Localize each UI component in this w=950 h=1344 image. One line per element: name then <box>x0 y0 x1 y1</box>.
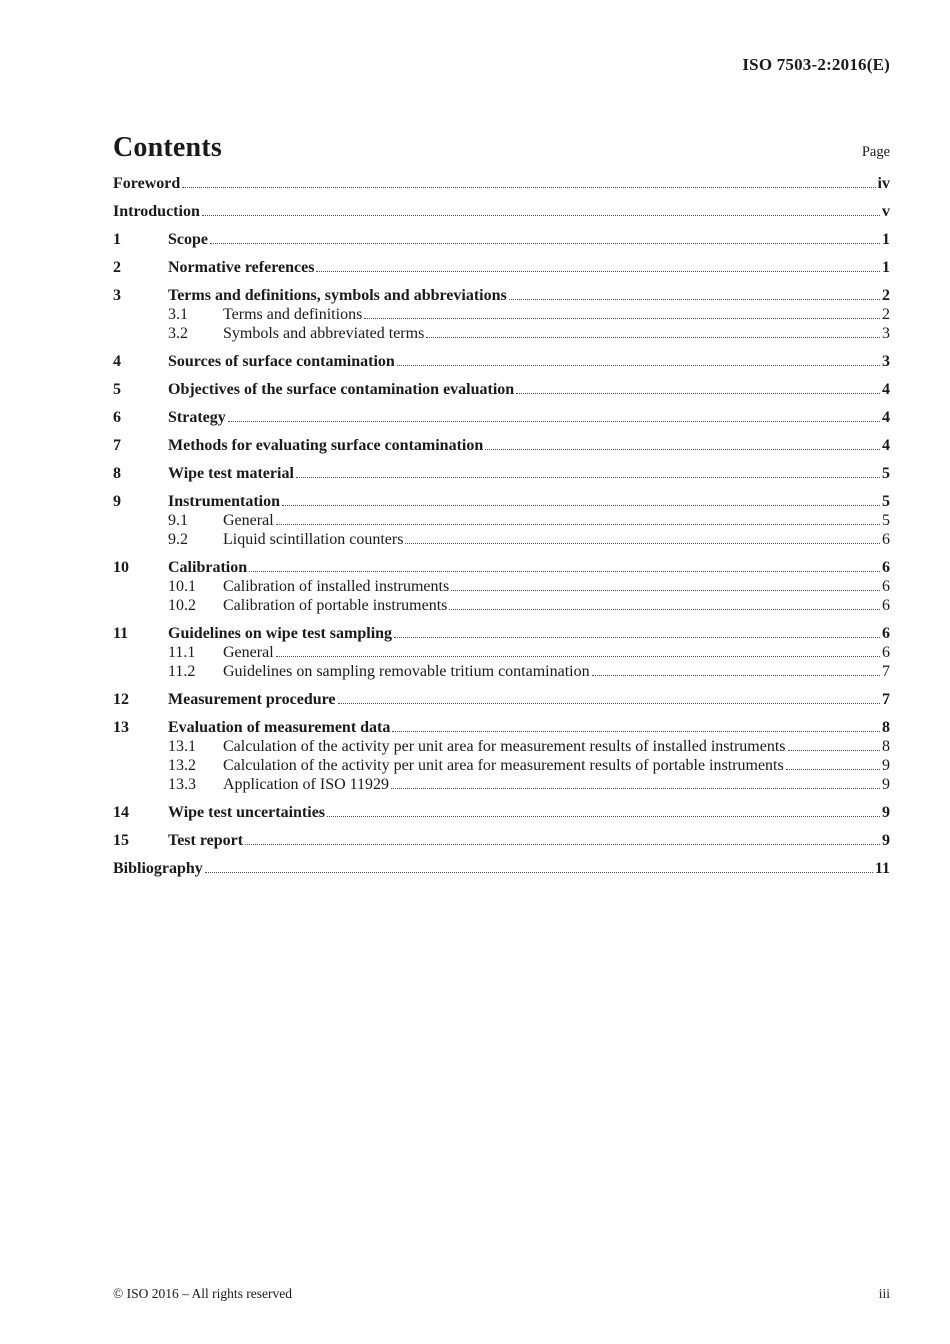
toc-entry[interactable] <box>113 511 890 530</box>
dot-leader <box>338 691 880 704</box>
entry-label: Methods for evaluating surface contamination <box>168 437 484 454</box>
entry-label: Terms and definitions <box>223 306 363 323</box>
entry-label: Calibration <box>168 559 248 576</box>
dot-leader <box>788 738 881 751</box>
entry-number: 10.2 <box>168 597 196 614</box>
entry-page-number: 3 <box>882 353 890 370</box>
entry-page-number: 8 <box>882 719 890 736</box>
dot-leader <box>509 287 880 300</box>
entry-label: Guidelines on sampling removable tritium contamination <box>223 663 590 680</box>
entry-number: 12 <box>113 691 129 708</box>
entry-number: 1 <box>113 231 121 248</box>
entry-label: Calculation of the activity per unit area for measurement results of installed instruments <box>223 738 786 755</box>
page-footer <box>113 1286 890 1302</box>
entry-number: 7 <box>113 437 121 454</box>
dot-leader <box>228 409 880 422</box>
toc-entry[interactable] <box>113 436 890 455</box>
dot-leader <box>202 203 880 216</box>
dot-leader <box>276 644 880 657</box>
entry-label: Wipe test material <box>168 465 294 482</box>
toc-entry[interactable] <box>113 464 890 483</box>
entry-number: 13.1 <box>168 738 196 755</box>
entry-number: 10 <box>113 559 129 576</box>
dot-leader <box>391 776 880 789</box>
entry-label: Foreword <box>113 175 181 192</box>
entry-page-number: 9 <box>882 832 890 849</box>
entry-label: General <box>223 512 274 529</box>
entry-number: 4 <box>113 353 121 370</box>
entry-page-number: 6 <box>882 644 890 661</box>
entry-number: 6 <box>113 409 121 426</box>
toc-entry[interactable] <box>113 305 890 324</box>
entry-number: 10.1 <box>168 578 196 595</box>
entry-label: Instrumentation <box>168 493 281 510</box>
dot-leader <box>282 493 880 506</box>
toc-entry[interactable] <box>113 202 890 221</box>
toc-entry[interactable] <box>113 380 890 399</box>
entry-page-number: 6 <box>882 597 890 614</box>
entry-page-number: 8 <box>882 738 890 755</box>
toc-entry[interactable] <box>113 352 890 371</box>
entry-label: Liquid scintillation counters <box>223 531 404 548</box>
dot-leader <box>394 625 880 638</box>
toc-entry[interactable] <box>113 775 890 794</box>
entry-label: Calibration of installed instruments <box>223 578 450 595</box>
entry-page-number: 11 <box>874 860 890 877</box>
entry-number: 13 <box>113 719 129 736</box>
entry-page-number: 6 <box>882 625 890 642</box>
entry-label: Scope <box>168 231 208 248</box>
entry-number: 11.1 <box>168 644 196 661</box>
entry-label: General <box>223 644 274 661</box>
entry-page-number: v <box>882 203 890 220</box>
dot-leader <box>296 465 880 478</box>
toc-entry[interactable] <box>113 286 890 305</box>
toc-entry[interactable] <box>113 596 890 615</box>
entry-label: Bibliography <box>113 860 203 877</box>
toc-entry[interactable] <box>113 577 890 596</box>
entry-page-number: 4 <box>882 409 890 426</box>
toc-entry[interactable] <box>113 492 890 511</box>
entry-page-number: 3 <box>882 325 890 342</box>
toc-content <box>0 131 950 878</box>
entry-number: 15 <box>113 832 129 849</box>
entry-label: Test report <box>168 832 244 849</box>
entry-label: Calculation of the activity per unit area for measurement results of portable instruments <box>223 757 784 774</box>
toc-entry[interactable] <box>113 737 890 756</box>
entry-number: 5 <box>113 381 121 398</box>
entry-number: 9.2 <box>168 531 188 548</box>
toc-entry[interactable] <box>113 408 890 427</box>
toc-entry[interactable] <box>113 624 890 643</box>
entry-number: 8 <box>113 465 121 482</box>
contents-title-row <box>113 131 890 165</box>
entry-page-number: 2 <box>882 306 890 323</box>
entry-page-number: 1 <box>882 259 890 276</box>
toc-entry[interactable] <box>113 690 890 709</box>
toc-entry[interactable] <box>113 324 890 343</box>
toc-entry[interactable] <box>113 718 890 737</box>
entry-page-number: 6 <box>882 559 890 576</box>
toc-entry[interactable] <box>113 859 890 878</box>
entry-number: 3.2 <box>168 325 188 342</box>
contents-title: Contents <box>113 132 222 163</box>
entry-page-number: 9 <box>882 804 890 821</box>
toc-entry[interactable] <box>113 643 890 662</box>
entry-label: Evaluation of measurement data <box>168 719 391 736</box>
dot-leader <box>392 719 880 732</box>
toc-entry[interactable] <box>113 803 890 822</box>
entry-number: 11 <box>113 625 129 642</box>
copyright-notice: © ISO 2016 – All rights reserved <box>113 1286 292 1301</box>
entry-number: 9 <box>113 493 121 510</box>
dot-leader <box>451 578 880 591</box>
entry-page-number: 6 <box>882 578 890 595</box>
toc-entry[interactable] <box>113 258 890 277</box>
toc-entry[interactable] <box>113 662 890 681</box>
dot-leader <box>249 559 880 572</box>
dot-leader <box>364 306 880 319</box>
dot-leader <box>182 175 875 188</box>
dot-leader <box>397 353 880 366</box>
toc-entry[interactable] <box>113 230 890 249</box>
entry-page-number: 7 <box>882 691 890 708</box>
dot-leader <box>316 259 880 272</box>
dot-leader <box>426 325 880 338</box>
dot-leader <box>592 663 880 676</box>
toc-entry[interactable] <box>113 756 890 775</box>
entry-number: 11.2 <box>168 663 196 680</box>
entry-page-number: 7 <box>882 663 890 680</box>
entry-number: 14 <box>113 804 129 821</box>
entry-page-number: 5 <box>882 512 890 529</box>
entry-number: 3.1 <box>168 306 188 323</box>
entry-page-number: 9 <box>882 776 890 793</box>
dot-leader <box>210 231 880 244</box>
entry-page-number: 5 <box>882 465 890 482</box>
entry-label: Terms and definitions, symbols and abbreviations <box>168 287 507 304</box>
entry-page-number: 4 <box>882 437 890 454</box>
entry-number: 13.2 <box>168 757 196 774</box>
entry-label: Normative references <box>168 259 315 276</box>
dot-leader <box>405 531 880 544</box>
entry-label: Guidelines on wipe test sampling <box>168 625 393 642</box>
entry-label: Strategy <box>168 409 226 426</box>
entry-page-number: 5 <box>882 493 890 510</box>
entry-page-number: 1 <box>882 231 890 248</box>
entry-label: Sources of surface contamination <box>168 353 395 370</box>
entry-page-number: iv <box>877 175 890 192</box>
dot-leader <box>245 832 880 845</box>
toc-entry[interactable] <box>113 174 890 193</box>
entry-label: Wipe test uncertainties <box>168 804 326 821</box>
page-column-label: Page <box>861 144 890 160</box>
entry-number: 2 <box>113 259 121 276</box>
folio-page-number: iii <box>878 1286 890 1301</box>
entry-label: Application of ISO 11929 <box>223 776 390 793</box>
dot-leader <box>327 804 880 817</box>
toc-list <box>113 174 890 878</box>
document-reference-header: ISO 7503-2:2016(E) <box>742 55 890 74</box>
entry-label: Introduction <box>113 203 200 220</box>
entry-number: 13.3 <box>168 776 196 793</box>
dot-leader <box>786 757 880 770</box>
toc-entry[interactable] <box>113 530 890 549</box>
toc-entry[interactable] <box>113 831 890 850</box>
entry-number: 9.1 <box>168 512 188 529</box>
entry-page-number: 2 <box>882 287 890 304</box>
entry-label: Symbols and abbreviated terms <box>223 325 425 342</box>
entry-page-number: 6 <box>882 531 890 548</box>
dot-leader <box>276 512 880 525</box>
dot-leader <box>205 860 873 873</box>
entry-page-number: 9 <box>882 757 890 774</box>
entry-page-number: 4 <box>882 381 890 398</box>
dot-leader <box>485 437 880 450</box>
dot-leader <box>449 597 880 610</box>
entry-label: Objectives of the surface contamination evaluation <box>168 381 515 398</box>
entry-label: Measurement procedure <box>168 691 336 708</box>
entry-number: 3 <box>113 287 121 304</box>
entry-label: Calibration of portable instruments <box>223 597 448 614</box>
dot-leader <box>516 381 880 394</box>
toc-entry[interactable] <box>113 558 890 577</box>
